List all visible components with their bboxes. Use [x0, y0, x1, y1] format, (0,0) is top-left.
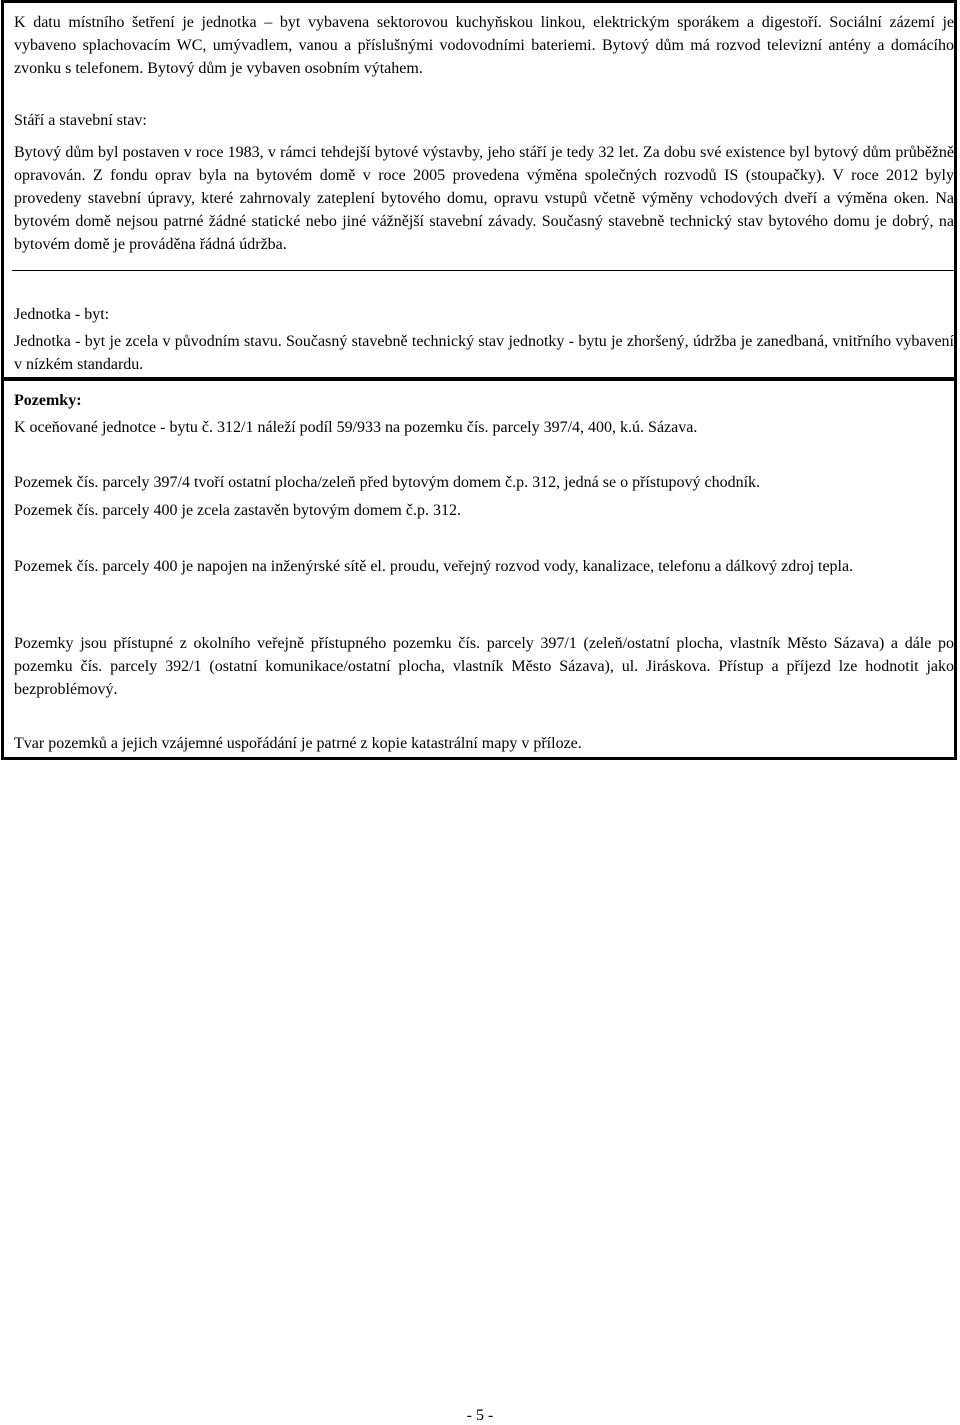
land-paragraph-3: Pozemek čís. parcely 400 je zcela zastavěn bytovým domem č.p. 312. — [14, 502, 461, 519]
section-divider — [12, 270, 956, 271]
age-heading: Stáří a stavební stav: — [14, 112, 147, 129]
land-section — [1, 378, 957, 760]
land-paragraph-5: Pozemky jsou přístupné z okolního veřejně přístupného pozemku čís. parcely 397/1 (zeleň/ostatní plocha, vlastník Město Sázava) a dále po pozemku čís. parcely 392/1 (ostatní komunikace/ostatní plocha, vlastník Město Sázava), ul. Jiráskova. Přístup a příjezd lze hodnotit jako bezproblémový. — [14, 635, 954, 698]
building-description-section — [1, 0, 957, 380]
unit-paragraph: Jednotka - byt je zcela v původním stavu. Současný stavebně technický stav jednotky - bytu je zhoršený, údržba je zanedbaná, vnitřního vybavení v nízkém standardu. — [14, 333, 954, 373]
age-paragraph: Bytový dům byl postaven v roce 1983, v rámci tehdejší bytové výstavby, jeho stáří je tedy 32 let. Za dobu své existence byl bytový dům průběžně opravován. Z fondu oprav byla na bytovém domě v roce 2005 provedena výměna společných rozvodů IS (stoupačky). V roce 2012 byly provedeny stavební úpravy, které zahrnovaly zateplení bytového domu, opravu vstupů včetně výměny vchodových dveří a výměna oken. Na bytovém domě nejsou patrné žádné statické nebo jiné vážnější stavební závady. Současný stavebně technický stav bytového domu je dobrý, na bytovém domě je prováděna řádná údržba. — [14, 144, 954, 253]
land-heading: Pozemky: — [14, 392, 82, 409]
intro-paragraph: K datu místního šetření je jednotka – byt vybavena sektorovou kuchyňskou linkou, elektrickým sporákem a digestoří. Sociální zázemí je vybaveno splachovacím WC, umývadlem, vanou a příslušnými vodovodními bateriemi. Bytový dům má rozvod televizní antény a domácího zvonku s telefonem. Bytový dům je vybaven osobním výtahem. — [14, 14, 954, 77]
land-paragraph-1: K oceňované jednotce - bytu č. 312/1 náleží podíl 59/933 na pozemku čís. parcely 397/4, 400, k.ú. Sázava. — [14, 419, 698, 436]
unit-heading: Jednotka - byt: — [14, 306, 110, 323]
land-paragraph-2: Pozemek čís. parcely 397/4 tvoří ostatní plocha/zeleň před bytovým domem č.p. 312, jedná se o přístupový chodník. — [14, 474, 761, 491]
land-paragraph-6: Tvar pozemků a jejich vzájemné uspořádání je patrné z kopie katastrální mapy v příloze. — [14, 735, 582, 752]
land-paragraph-4: Pozemek čís. parcely 400 je napojen na inženýrské sítě el. proudu, veřejný rozvod vody, kanalizace, telefonu a dálkový zdroj tepla. — [14, 558, 854, 575]
page-number: - 5 - — [466, 1407, 494, 1424]
